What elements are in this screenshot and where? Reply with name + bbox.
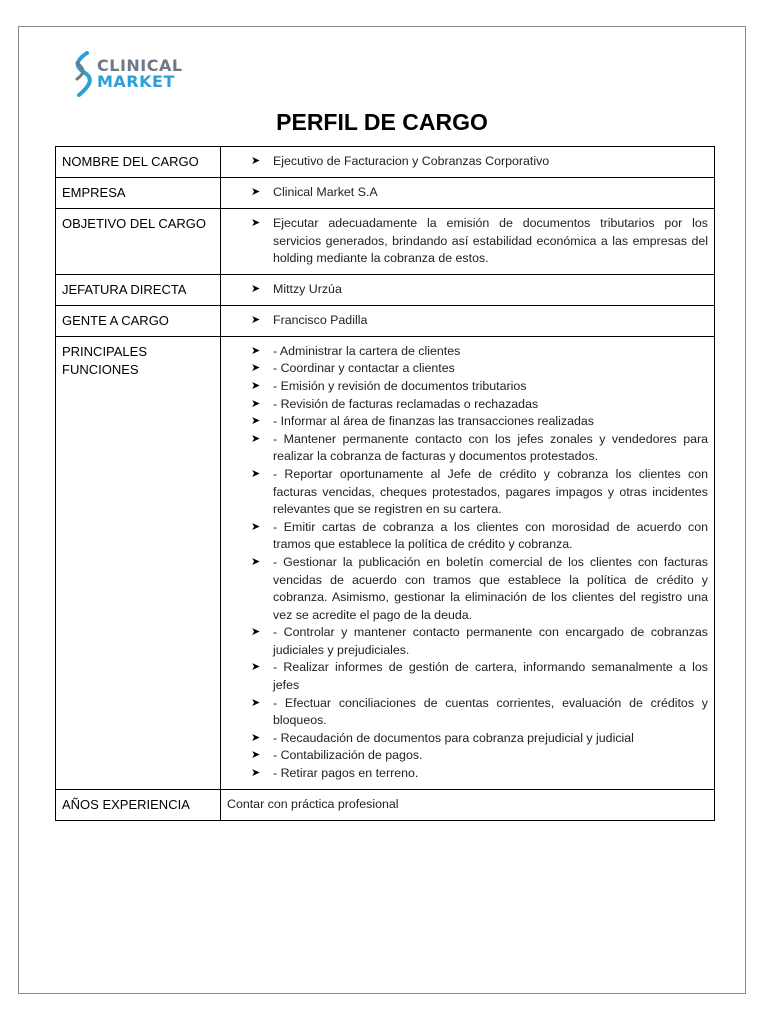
funcion-text: - Contabilización de pagos. (273, 748, 423, 763)
funcion-item (227, 695, 708, 730)
job-profile-table (55, 146, 715, 821)
funcion-text: - Emisión y revisión de documentos tributarios (273, 378, 527, 393)
funcion-item (227, 659, 708, 694)
arrow-bullet-icon: ➤ (251, 661, 261, 674)
row-empresa (56, 178, 715, 209)
funcion-item (227, 747, 708, 765)
row-jefatura-directa (56, 274, 715, 305)
funcion-text: - Retirar pagos en terreno. (273, 766, 419, 781)
arrow-bullet-icon: ➤ (251, 467, 261, 480)
value-gente-a-cargo (221, 305, 715, 336)
arrow-bullet-icon: ➤ (251, 344, 261, 357)
arrow-bullet-icon: ➤ (251, 626, 261, 639)
funcion-item (227, 360, 708, 378)
row-nombre-del-cargo (56, 147, 715, 178)
gente-text: Francisco Padilla (273, 312, 368, 327)
funcion-item (227, 431, 708, 466)
funcion-text: - Reportar oportunamente al Jefe de crédito y cobranza los clientes con facturas vencidas, cheques protestados, pagares impagos y otras incidentes relevantes que se registren en su cartera. (273, 466, 708, 517)
funcion-item (227, 466, 708, 519)
value-empresa (221, 178, 715, 209)
arrow-bullet-icon: ➤ (251, 555, 261, 568)
funcion-text: - Emitir cartas de cobranza a los clientes con morosidad de acuerdo con tramos que establece la política de crédito y cobranza. (273, 519, 708, 552)
funcion-item (227, 730, 708, 748)
logo-text-clinical: CLINICAL (97, 56, 183, 75)
arrow-bullet-icon: ➤ (251, 155, 261, 167)
arrow-bullet-icon: ➤ (251, 362, 261, 375)
logo-mark-icon (71, 51, 95, 97)
funciones-list (227, 343, 708, 783)
label-principales-funciones: PRINCIPALES FUNCIONES (56, 336, 221, 789)
funcion-item (227, 519, 708, 554)
funcion-item (227, 378, 708, 396)
label-objetivo-del-cargo: OBJETIVO DEL CARGO (56, 209, 221, 275)
arrow-bullet-icon: ➤ (251, 415, 261, 428)
funcion-text: - Revisión de facturas reclamadas o rechazadas (273, 396, 539, 411)
objetivo-text: Ejecutar adecuadamente la emisión de documentos tributarios por los servicios generados, brindando así estabilidad económica a las empresas del holding mediante la cobranza de estos. (273, 216, 708, 266)
funcion-item (227, 396, 708, 414)
arrow-bullet-icon: ➤ (251, 520, 261, 533)
funcion-item (227, 554, 708, 624)
row-gente-a-cargo (56, 305, 715, 336)
arrow-bullet-icon: ➤ (251, 767, 261, 780)
arrow-bullet-icon: ➤ (251, 731, 261, 744)
arrow-bullet-icon: ➤ (251, 217, 261, 229)
funcion-text: - Realizar informes de gestión de cartera, informando semanalmente a los jefes (273, 660, 708, 693)
label-empresa: EMPRESA (56, 178, 221, 209)
arrow-bullet-icon: ➤ (251, 186, 261, 198)
value-objetivo-del-cargo (221, 209, 715, 275)
funcion-item (227, 765, 708, 783)
funcion-text: - Coordinar y contactar a clientes (273, 361, 455, 376)
funcion-item (227, 624, 708, 659)
funcion-text: - Administrar la cartera de clientes (273, 343, 461, 358)
funcion-text: - Controlar y mantener contacto permanente con encargado de cobranzas judiciales y prejudiciales. (273, 625, 708, 657)
funcion-text: - Recaudación de documentos para cobranza prejudicial y judicial (273, 730, 634, 745)
arrow-bullet-icon: ➤ (251, 379, 261, 392)
logo-text-market: MARKET (97, 72, 175, 91)
value-nombre-del-cargo (221, 147, 715, 178)
row-principales-funciones (56, 336, 715, 789)
value-principales-funciones (221, 336, 715, 789)
label-jefatura-directa: JEFATURA DIRECTA (56, 274, 221, 305)
value-anos-experiencia: Contar con práctica profesional (221, 789, 715, 820)
page-title: PERFIL DE CARGO (276, 109, 488, 135)
arrow-bullet-icon: ➤ (251, 696, 261, 709)
label-gente-a-cargo: GENTE A CARGO (56, 305, 221, 336)
funcion-text: - Informar al área de finanzas las transacciones realizadas (273, 414, 594, 429)
row-objetivo-del-cargo (56, 209, 715, 275)
value-jefatura-directa (221, 274, 715, 305)
funcion-item (227, 343, 708, 361)
empresa-text: Clinical Market S.A (273, 185, 378, 199)
arrow-bullet-icon: ➤ (251, 432, 261, 445)
label-anos-experiencia: AÑOS EXPERIENCIA (56, 789, 221, 820)
funcion-text: - Efectuar conciliaciones de cuentas corrientes, evaluación de créditos y bloqueos. (273, 695, 708, 728)
funcion-item (227, 413, 708, 431)
arrow-bullet-icon: ➤ (251, 749, 261, 762)
label-nombre-del-cargo: NOMBRE DEL CARGO (56, 147, 221, 178)
clinical-market-logo (71, 51, 211, 101)
document-page (18, 26, 746, 994)
arrow-bullet-icon: ➤ (251, 313, 261, 326)
jefatura-text: Mittzy Urzúa (273, 281, 342, 296)
funcion-text: - Mantener permanente contacto con los jefes zonales y vendedores para realizar la cobranza de facturas y documentos protestados. (273, 431, 708, 464)
nombre-text: Ejecutivo de Facturacion y Cobranzas Corporativo (273, 154, 550, 168)
arrow-bullet-icon: ➤ (251, 282, 261, 295)
row-anos-experiencia (56, 789, 715, 820)
funcion-text: - Gestionar la publicación en boletín comercial de los clientes con facturas vencidas de acuerdo con tramos que establece la política de crédito y cobranza. Asimismo, gestionar la eliminación de los clientes del registro una vez se acredite el pago de la deuda. (273, 554, 708, 622)
arrow-bullet-icon: ➤ (251, 397, 261, 410)
